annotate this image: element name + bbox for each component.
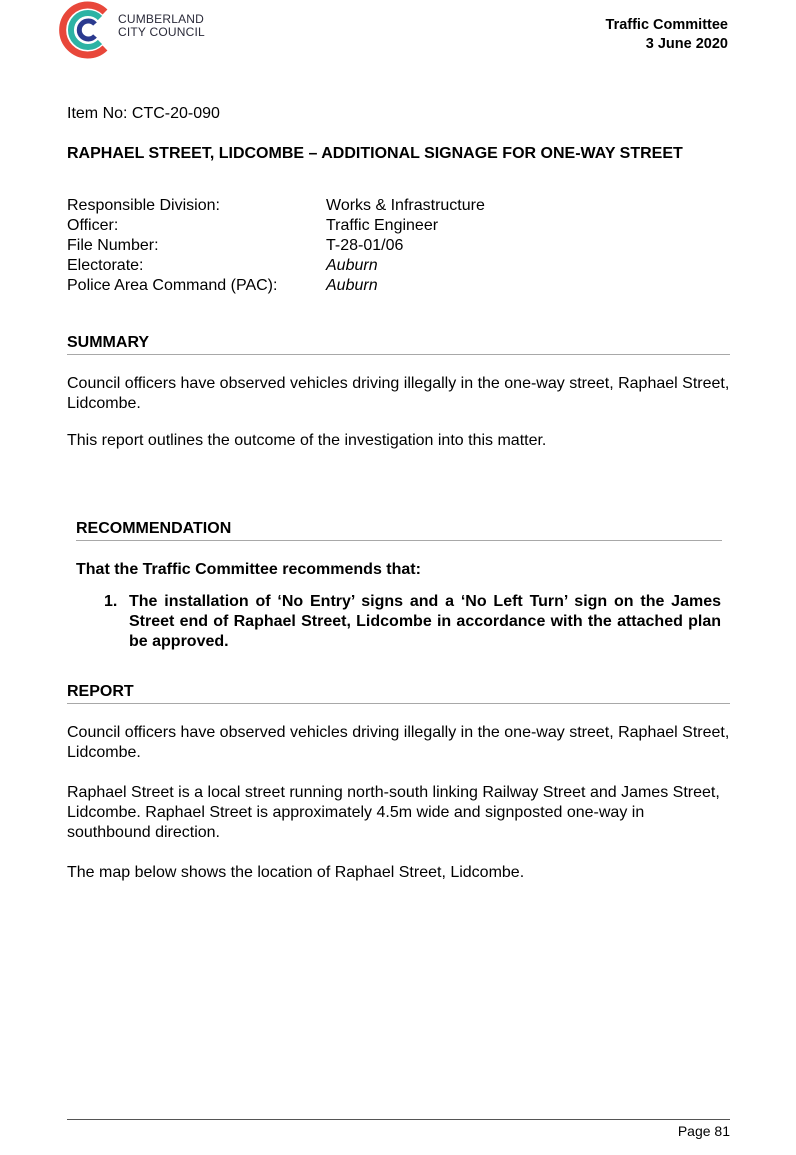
report-paragraph: Council officers have observed vehicles driving illegally in the one-way street, Raphael Street, Lidcombe. [67,724,730,761]
summary-heading: SUMMARY [67,334,730,355]
committee-name: Traffic Committee [605,17,728,33]
council-logo-icon [56,0,116,60]
meta-label: File Number: [67,237,159,254]
meeting-date: 3 June 2020 [645,36,728,52]
meta-value: Auburn [326,257,378,274]
meta-row [67,256,485,276]
page-number: Page 81 [677,1123,730,1139]
summary-paragraph: This report outlines the outcome of the investigation into this matter. [67,432,547,449]
recommendation-heading: RECOMMENDATION [76,520,722,541]
meta-row [67,276,485,296]
summary-paragraph: Council officers have observed vehicles driving illegally in the one-way street, Raphael Street, Lidcombe. [67,375,730,412]
item-number: Item No: CTC-20-090 [67,105,220,122]
document-header [606,16,728,54]
report-heading: REPORT [67,683,730,704]
recommendation-number: 1. [104,593,118,610]
meta-row [67,216,485,236]
report-paragraph: The map below shows the location of Raphael Street, Lidcombe. [67,864,525,881]
meta-value: T-28-01/06 [326,237,404,254]
recommendation-intro: That the Traffic Committee recommends that: [76,561,421,578]
meta-label: Electorate: [67,257,144,274]
meta-row [67,196,485,216]
metadata-table [67,196,485,296]
council-logo [56,0,226,60]
report-paragraph: Raphael Street is a local street running north-south linking Railway Street and James Street, Lidcombe. Raphael Street is approximately 4.5m wide and signposted one-way in southbound direction. [67,784,720,841]
meta-value: Auburn [326,277,378,294]
meta-value: Works & Infrastructure [326,197,485,214]
report-title: RAPHAEL STREET, LIDCOMBE – ADDITIONAL SIGNAGE FOR ONE-WAY STREET [67,145,683,162]
recommendation-text: The installation of ‘No Entry’ signs and a ‘No Left Turn’ sign on the James Street end of Raphael Street, Lidcombe in accordance with the attached plan be approved. [129,593,721,650]
meta-label: Responsible Division: [67,197,220,214]
org-name-line1: CUMBERLAND [118,12,205,26]
recommendation-item [104,592,721,652]
footer-divider [67,1119,730,1120]
meta-value: Traffic Engineer [326,217,439,234]
meta-label: Police Area Command (PAC): [67,277,278,294]
meta-label: Officer: [67,217,119,234]
meta-row [67,236,485,256]
org-name-line2: CITY COUNCIL [118,25,205,39]
